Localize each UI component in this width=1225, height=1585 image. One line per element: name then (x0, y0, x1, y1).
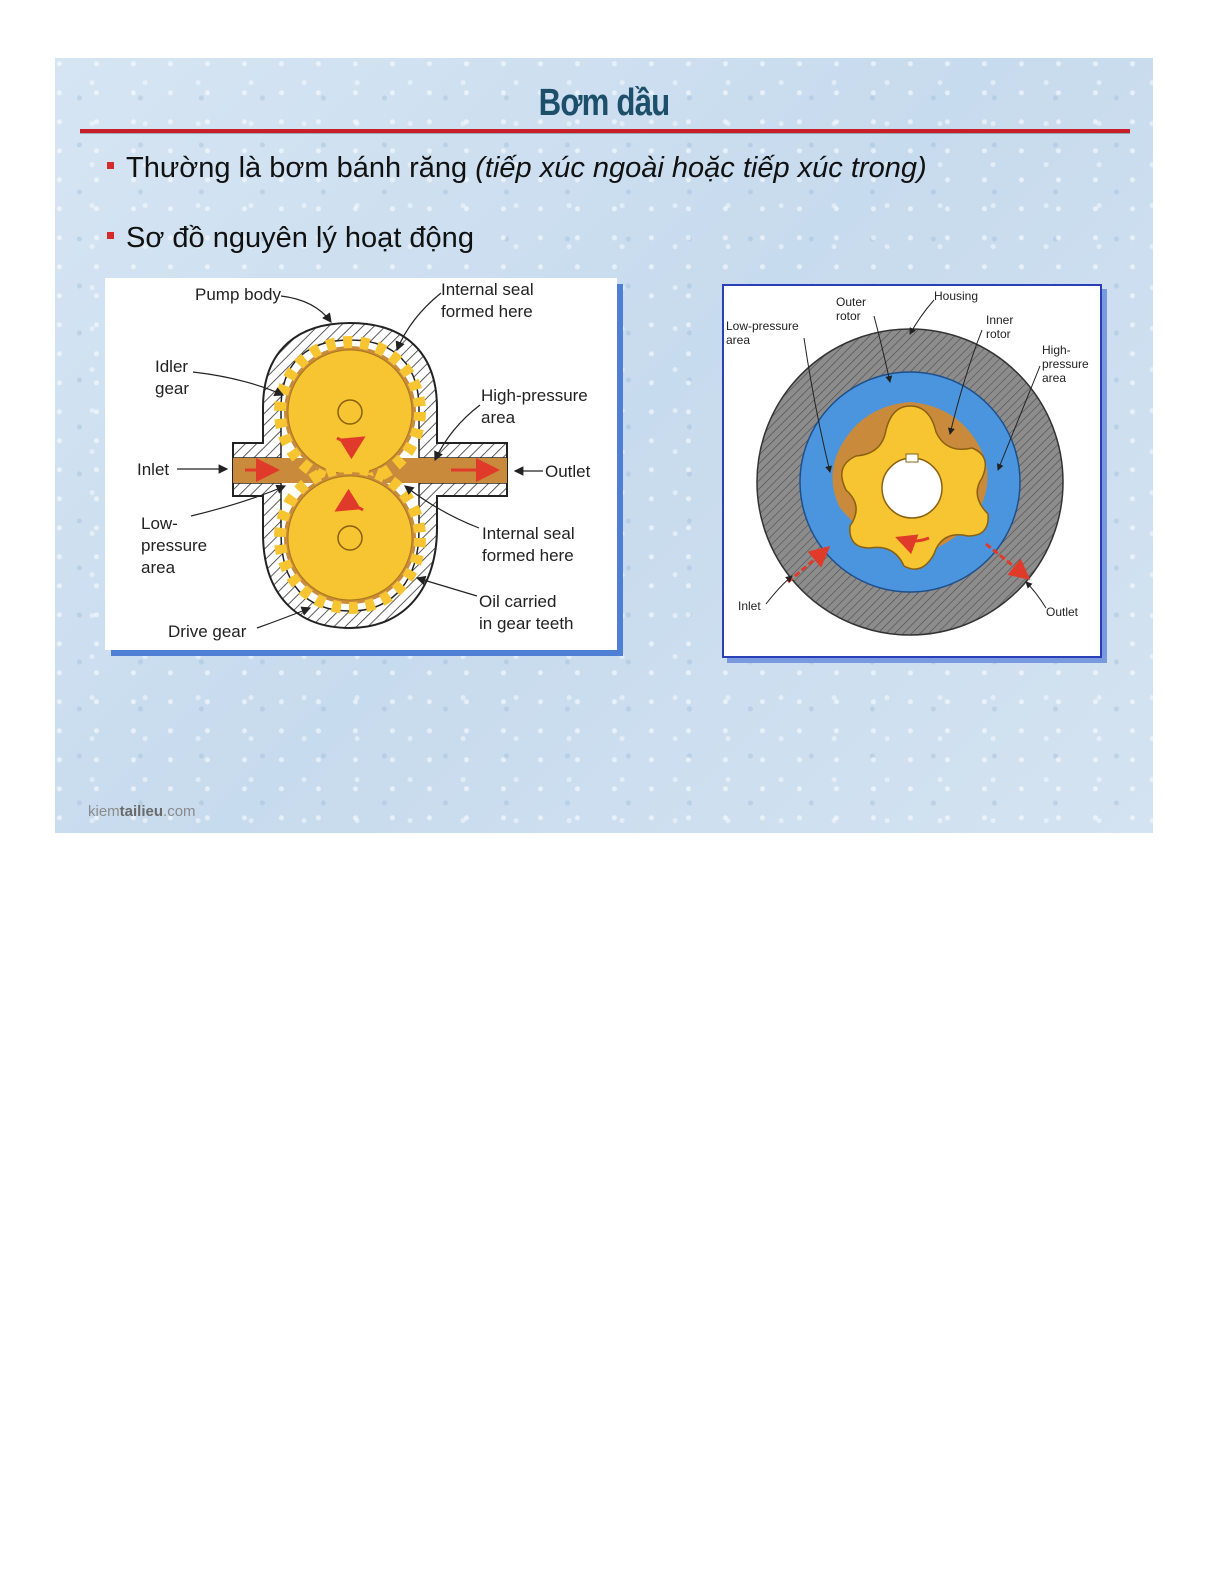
label-pump-body: Pump body (195, 285, 281, 304)
label-outer-rotor-1: Outer (836, 295, 867, 309)
label-outer-rotor-2: rotor (836, 309, 861, 323)
bullet-text: Thường là bơm bánh răng (126, 152, 476, 184)
footer-brand: tailieu (119, 803, 164, 820)
slide (55, 58, 1153, 833)
label-drive-gear: Drive gear (168, 622, 247, 641)
label-low-pressure-2: pressure (141, 536, 208, 555)
label-inlet: Inlet (738, 599, 761, 613)
label-low-pressure-3: area (141, 558, 176, 577)
label-high-pressure-1: High-pressure (481, 386, 588, 405)
label-idler-gear-2: gear (155, 379, 190, 398)
label-internal-seal-bottom-1: Internal seal (482, 524, 575, 543)
footer-prefix: kiem (88, 803, 120, 820)
bullet-gear-pump-type (107, 152, 927, 185)
bullet-italic-text: (tiếp xúc ngoài hoặc tiếp xúc trong) (475, 152, 927, 184)
label-high-pressure-2: pressure (1042, 357, 1089, 371)
label-idler-gear-1: Idler (155, 357, 189, 376)
label-outlet: Outlet (545, 462, 591, 481)
bullet-marker-icon (107, 162, 114, 169)
label-internal-seal-top-1: Internal seal (441, 280, 534, 299)
label-oil-carried-1: Oil carried (479, 592, 557, 611)
internal-rotor-pump-diagram (724, 286, 1100, 656)
label-inner-rotor-1: Inner (986, 313, 1014, 327)
label-high-pressure-3: area (1042, 371, 1067, 385)
internal-rotor-pump-figure (722, 284, 1102, 658)
label-internal-seal-top-2: formed here (441, 302, 533, 321)
external-gear-pump-figure (105, 278, 617, 650)
label-high-pressure-1: High- (1042, 343, 1071, 357)
bullet-operating-diagram (107, 222, 474, 255)
label-inlet: Inlet (137, 460, 170, 479)
label-housing: Housing (934, 289, 979, 303)
footer-suffix: .com (163, 803, 196, 820)
bullet-text: Sơ đồ nguyên lý hoạt động (126, 222, 474, 254)
label-low-pressure-2: area (726, 333, 751, 347)
label-oil-carried-2: in gear teeth (479, 614, 574, 633)
label-internal-seal-bottom-2: formed here (482, 546, 574, 565)
label-inner-rotor-2: rotor (986, 327, 1011, 341)
label-low-pressure-1: Low-pressure (726, 319, 799, 333)
label-low-pressure-1: Low- (141, 514, 178, 533)
footer-watermark (88, 803, 196, 820)
external-gear-pump-diagram (105, 278, 617, 650)
label-outlet: Outlet (1046, 605, 1079, 619)
title-divider (80, 129, 1130, 133)
bullet-marker-icon (107, 232, 114, 239)
slide-title: Bơm dầu (538, 82, 670, 124)
label-high-pressure-2: area (481, 408, 516, 427)
